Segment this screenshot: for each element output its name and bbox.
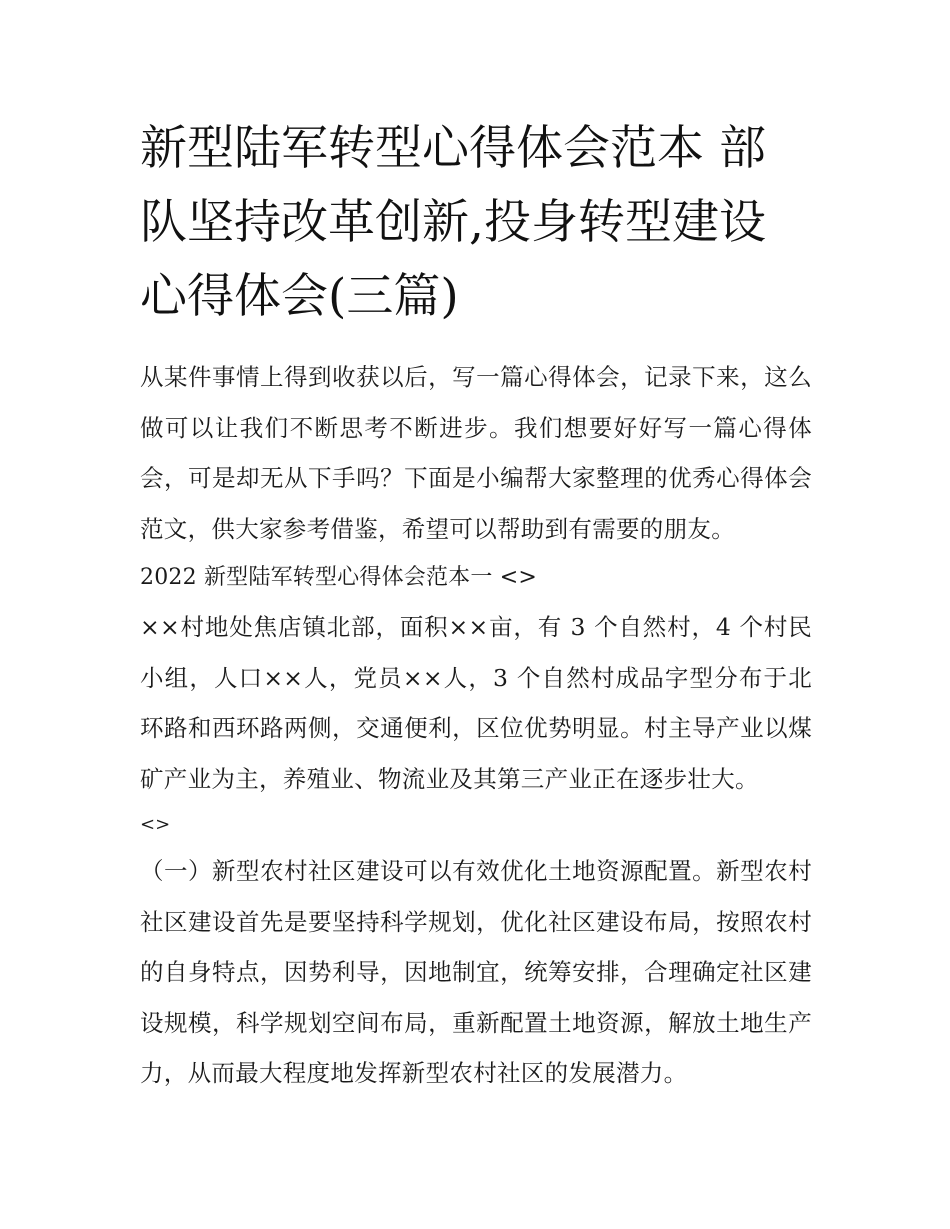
paragraph-community: （一）新型农村社区建设可以有效优化土地资源配置。新型农村社区建设首先是要坚持科学规划，优化社区建设布局，按照农村的自身特点，因势利导，因地制宜，统筹安排，合理确定社区建设规模，科学规划空间布局，重新配置土地资源，解放土地生产力，从而最大程度地发挥新型农村社区的发展潜力。 (140, 857, 812, 1087)
document-title: 新型陆军转型心得体会范本 部队坚持改革创新,投身转型建设心得体会(三篇) (140, 121, 766, 324)
document-page (140, 112, 812, 1099)
intro-paragraph: 从某件事情上得到收获以后，写一篇心得体会，记录下来，这么做可以让我们不断思考不断进步。我们想要好好写一篇心得体会，可是却无从下手吗？下面是小编帮大家整理的优秀心得体会范文，供大家参考借鉴，希望可以帮助到有需要的朋友。 (140, 363, 812, 543)
paragraph-village: ××村地处焦店镇北部，面积××亩，有 3 个自然村，4 个村民小组，人口××人，党员××人，3 个自然村成品字型分布于北环路和西环路两侧，交通便利，区位优势明显。村主导产业以煤矿产业为主，养殖业、物流业及其第三产业正在逐步壮大。 (140, 613, 812, 793)
section-heading: 2022 新型陆军转型心得体会范本一 <> (140, 565, 538, 590)
intro-block (140, 352, 812, 554)
section-marker: <> (140, 814, 171, 835)
